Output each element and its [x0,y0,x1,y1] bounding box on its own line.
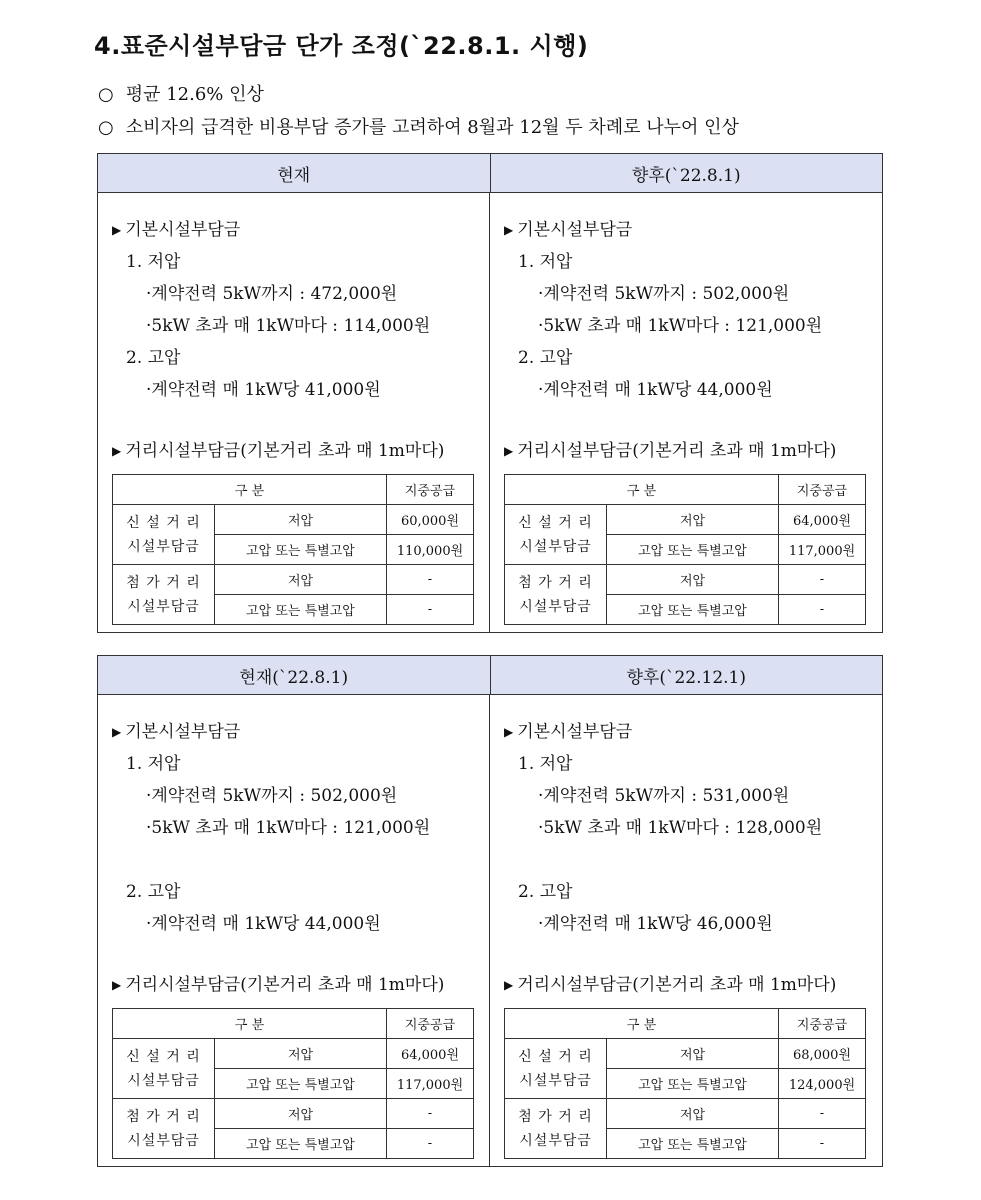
low-voltage-extra: ·5kW 초과 매 1kW마다 : 121,000원 [146,818,431,838]
triangle-bullet-icon: ▶ [504,444,514,458]
low-voltage-label: 1. 저압 [126,754,181,774]
low-voltage-base: ·계약전력 5kW까지 : 502,000원 [146,786,398,806]
new-high-value: 110,000원 [387,535,474,565]
low-voltage-base: ·계약전력 5kW까지 : 472,000원 [146,284,398,304]
sub-low-label: 저압 [215,1099,387,1129]
add-low-value: - [387,565,474,595]
bullet-text: 소비자의 급격한 비용부담 증가를 고려하여 8월과 12월 두 차례로 나누어 인상 [125,117,739,138]
basic-fee-heading: ▶ 기본시설부담금 [504,722,633,742]
distance-fee-table [504,1008,866,1159]
panel-current [98,193,490,633]
distance-fee-table [504,474,866,625]
basic-fee-heading: ▶ 기본시설부담금 [112,220,241,240]
distance-fee-heading: ▶ 거리시설부담금(기본거리 초과 매 1m마다) [112,975,445,995]
add-distance-label: 첨 가 거 리 시설부담금 [113,1099,215,1159]
add-high-value: - [387,1129,474,1159]
triangle-bullet-icon: ▶ [112,978,122,992]
add-low-value: - [779,565,866,595]
table-row [505,565,866,595]
comparison-block-1 [97,153,883,633]
distance-fee-table [112,1008,474,1159]
panel-current [98,695,490,1167]
distance-fee-heading: ▶ 거리시설부담금(기본거리 초과 매 1m마다) [112,441,445,461]
new-low-value: 64,000원 [779,505,866,535]
add-high-value: - [387,595,474,625]
new-high-value: 124,000원 [779,1069,866,1099]
new-distance-label: 신 설 거 리 시설부담금 [505,505,607,565]
triangle-bullet-icon: ▶ [112,444,122,458]
sub-low-label: 저압 [607,565,779,595]
high-voltage-rate: ·계약전력 매 1kW당 44,000원 [146,914,381,934]
sub-high-label: 고압 또는 특별고압 [215,535,387,565]
high-voltage-label: 2. 고압 [518,882,573,902]
new-low-value: 68,000원 [779,1039,866,1069]
distance-fee-heading: ▶ 거리시설부담금(기본거리 초과 매 1m마다) [504,975,837,995]
block-header [98,154,882,193]
sub-high-label: 고압 또는 특별고압 [215,1129,387,1159]
new-high-value: 117,000원 [387,1069,474,1099]
table-header-category: 구 분 [113,1009,387,1039]
new-distance-label: 신 설 거 리 시설부담금 [113,505,215,565]
table-header-supply: 지중공급 [779,475,866,505]
triangle-bullet-icon: ▶ [112,223,122,237]
high-voltage-label: 2. 고압 [126,882,181,902]
distance-fee-table [112,474,474,625]
low-voltage-label: 1. 저압 [518,754,573,774]
add-low-value: - [387,1099,474,1129]
panel-future [490,193,882,633]
panel-header-future: 향후(`22.12.1) [626,667,746,688]
new-distance-label: 신 설 거 리 시설부담금 [505,1039,607,1099]
sub-high-label: 고압 또는 특별고압 [215,595,387,625]
panel-header-current: 현재(`22.8.1) [98,656,491,694]
high-voltage-rate: ·계약전력 매 1kW당 41,000원 [146,380,381,400]
bullet-two-step-increase [98,113,739,139]
table-header-row [113,475,474,505]
add-distance-label: 첨 가 거 리 시설부담금 [505,565,607,625]
new-distance-label: 신 설 거 리 시설부담금 [113,1039,215,1099]
basic-fee-heading: ▶ 기본시설부담금 [112,722,241,742]
table-header-supply: 지중공급 [779,1009,866,1039]
low-voltage-extra: ·5kW 초과 매 1kW마다 : 121,000원 [538,316,823,336]
high-voltage-rate: ·계약전력 매 1kW당 46,000원 [538,914,773,934]
block-header [98,656,882,695]
bullet-marker: ○ [98,84,114,105]
sub-high-label: 고압 또는 특별고압 [215,1069,387,1099]
table-row [113,565,474,595]
table-header-category: 구 분 [113,475,387,505]
panel-header-future: 향후(`22.8.1) [631,165,741,186]
low-voltage-extra: ·5kW 초과 매 1kW마다 : 128,000원 [538,818,823,838]
new-low-value: 60,000원 [387,505,474,535]
sub-low-label: 저압 [607,1099,779,1129]
table-row [113,505,474,535]
high-voltage-label: 2. 고압 [126,348,181,368]
new-high-value: 117,000원 [779,535,866,565]
bullet-text: 평균 12.6% 인상 [125,84,264,105]
add-distance-label: 첨 가 거 리 시설부담금 [113,565,215,625]
table-row [113,1039,474,1069]
sub-low-label: 저압 [607,505,779,535]
triangle-bullet-icon: ▶ [504,725,514,739]
new-low-value: 64,000원 [387,1039,474,1069]
low-voltage-base: ·계약전력 5kW까지 : 531,000원 [538,786,790,806]
table-header-row [505,1009,866,1039]
sub-low-label: 저압 [215,505,387,535]
sub-low-label: 저압 [607,1039,779,1069]
high-voltage-label: 2. 고압 [518,348,573,368]
sub-high-label: 고압 또는 특별고압 [607,1069,779,1099]
basic-fee-heading: ▶ 기본시설부담금 [504,220,633,240]
distance-fee-heading: ▶ 거리시설부담금(기본거리 초과 매 1m마다) [504,441,837,461]
low-voltage-base: ·계약전력 5kW까지 : 502,000원 [538,284,790,304]
table-row [505,1039,866,1069]
add-high-value: - [779,595,866,625]
sub-low-label: 저압 [215,1039,387,1069]
add-high-value: - [779,1129,866,1159]
low-voltage-extra: ·5kW 초과 매 1kW마다 : 114,000원 [146,316,431,336]
table-header-supply: 지중공급 [387,475,474,505]
sub-high-label: 고압 또는 특별고압 [607,535,779,565]
triangle-bullet-icon: ▶ [112,725,122,739]
bullet-marker: ○ [98,117,114,138]
table-row [505,505,866,535]
triangle-bullet-icon: ▶ [504,978,514,992]
add-low-value: - [779,1099,866,1129]
bullet-average-increase [98,80,264,106]
table-row [113,1099,474,1129]
table-row [505,1099,866,1129]
sub-high-label: 고압 또는 특별고압 [607,1129,779,1159]
low-voltage-label: 1. 저압 [126,252,181,272]
high-voltage-rate: ·계약전력 매 1kW당 44,000원 [538,380,773,400]
panel-future [490,695,882,1167]
low-voltage-label: 1. 저압 [518,252,573,272]
table-header-category: 구 분 [505,1009,779,1039]
table-header-row [113,1009,474,1039]
sub-low-label: 저압 [215,565,387,595]
comparison-block-2 [97,655,883,1167]
table-header-category: 구 분 [505,475,779,505]
triangle-bullet-icon: ▶ [504,223,514,237]
table-header-row [505,475,866,505]
page-title: 4.표준시설부담금 단가 조정(`22.8.1. 시행) [94,32,589,60]
panel-header-current: 현재 [98,154,491,192]
sub-high-label: 고압 또는 특별고압 [607,595,779,625]
add-distance-label: 첨 가 거 리 시설부담금 [505,1099,607,1159]
table-header-supply: 지중공급 [387,1009,474,1039]
